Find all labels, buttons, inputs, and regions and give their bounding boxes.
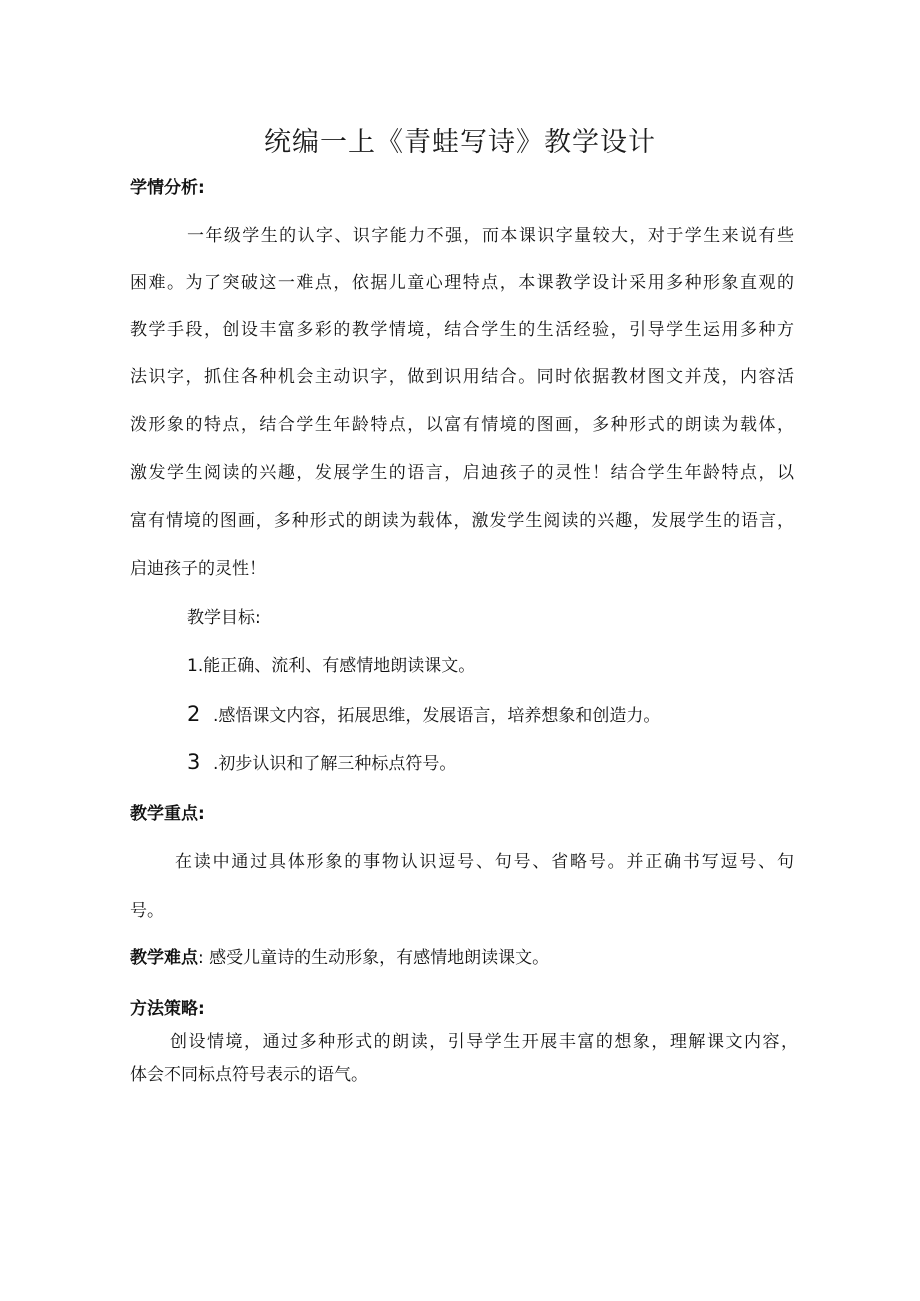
goal-item-3 (187, 750, 851, 776)
difficulty-line (130, 946, 794, 970)
key-points-line: 在读中通过具体形象的事物认识逗号、句号、省略号。并正确书写逗号、句 (175, 852, 794, 872)
goal-number: 3 (187, 750, 201, 774)
analysis-line: 泼形象的特点，结合学生年龄特点，以富有情境的图画，多种形式的朗读为载体， (130, 415, 794, 435)
goal-item-2 (187, 702, 851, 728)
goal-text: .初步认识和了解三种标点符号。 (213, 754, 457, 774)
key-points-heading: 教学重点: (130, 804, 205, 824)
goal-number: 2 (187, 702, 201, 726)
strategy-line: 体会不同标点符号表示的语气。 (130, 1065, 368, 1085)
goals-heading: 教学目标: (187, 608, 261, 628)
strategy-heading: 方法策略: (130, 999, 205, 1019)
difficulty-text: : 感受儿童诗的生动形象，有感情地朗读课文。 (198, 948, 550, 968)
analysis-line: 激发学生阅读的兴趣，发展学生的语言，启迪孩子的灵性！结合学生年龄特点，以 (130, 463, 794, 483)
analysis-line: 一年级学生的认字、识字能力不强，而本课识字量较大，对于学生来说有些 (187, 226, 794, 246)
analysis-line: 启迪孩子的灵性！ (130, 559, 266, 579)
strategy-line: 创设情境，通过多种形式的朗读，引导学生开展丰富的想象，理解课文内容， (170, 1032, 798, 1052)
difficulty-heading: 教学难点 (130, 948, 198, 968)
analysis-line: 教学手段，创设丰富多彩的教学情境，结合学生的生活经验，引导学生运用多种方 (130, 320, 794, 340)
key-points-line: 号。 (130, 901, 164, 921)
analysis-line: 困难。为了突破这一难点，依据儿童心理特点，本课教学设计采用多种形象直观的 (130, 273, 794, 293)
goal-text: .感悟课文内容，拓展思维，发展语言，培养想象和创造力。 (213, 706, 661, 726)
analysis-line: 法识字，抓住各种机会主动识字，做到识用结合。同时依据教材图文并茂，内容活 (130, 367, 794, 387)
analysis-line: 富有情境的图画，多种形式的朗读为载体，激发学生阅读的兴趣，发展学生的语言， (130, 511, 794, 531)
page-title: 统编一上《青蛙写诗》教学设计 (264, 127, 656, 158)
analysis-heading: 学情分析: (130, 178, 205, 198)
goal-item-1: 1.能正确、流利、有感情地朗读课文。 (187, 656, 476, 676)
